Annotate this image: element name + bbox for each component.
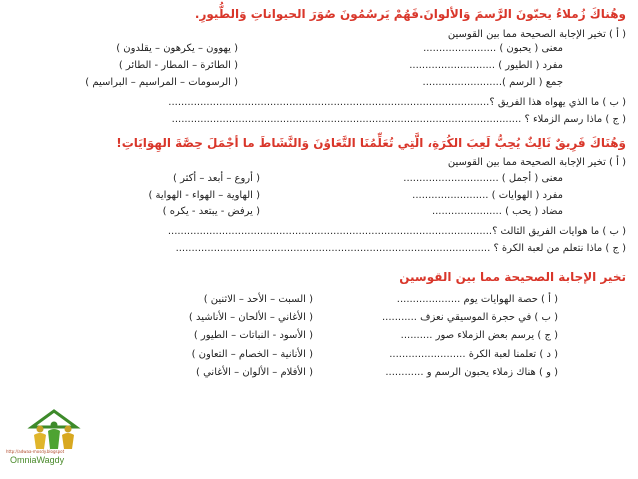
section1-options-2: ( الطائرة – المطار - الطائر ) (118, 60, 238, 71)
section1-title: وهُناكَ زُملاءُ يحبّونَ الرَّسمَ وَالألوانَ.فَهُمْ يَرسُمُونَ صُوَرَ الحيواناتِ وَالطُّيورِ. (194, 7, 626, 21)
section2-title: وَهُنَاكَ فَرِيقٌ ثَالِثٌ يُحِبُّ لَعِبَ الكُرَةِ، الَّتِي تُعَلِّمُنَا التَّعَاوُنَ وَالنَّشَاطَ ما أجْمَلَ حِصَّةَ الهِوَايَاتِ! (116, 136, 626, 150)
section2-question-2: مفرد ( الهوايات ) ........................ (412, 190, 563, 201)
section3-question-2: ( ب ) في حجرة الموسيقي نعزف ........... (382, 312, 558, 323)
section1-options-3: ( الرسومات – المراسيم – البراسيم ) (85, 77, 238, 88)
section3-options-5: ( الأفلام – الألوان – الأغاني ) (196, 367, 313, 378)
section3-title: تخير الإجابة الصحيحة مما بين القوسين (399, 270, 626, 284)
section2-options-2: ( الهاوية – الهواء - الهواية ) (148, 190, 260, 201)
section2-question-1: معنى ( أجمل ) .............................. (403, 173, 563, 184)
section3-options-4: ( الأنانية – الخصام – التعاون ) (191, 349, 313, 360)
section3-question-3: ( ج ) يرسم بعض الزملاء صور .......... (400, 330, 558, 341)
section2-question-3: مضاد ( يحب ) ...................... (431, 206, 563, 217)
logo-url: http://adwaa-mosdy.blogspot (6, 449, 65, 454)
section1-instruction: ( أ ) تخير الإجابة الصحيحة مما بين القوسين (447, 29, 626, 40)
section3-question-5: ( و ) هناك زملاء يحبون الرسم و ............ (385, 367, 558, 378)
section3-options-2: ( الأغاني – الألحان – الأناشيد ) (188, 312, 313, 323)
section1-question-2: مفرد ( الطيور ) ........................... (409, 60, 563, 71)
section1-question-b: ( ب ) ما الذي يهواه هذا الفريق ؟..................................................................................................... (168, 97, 626, 108)
section1-question-3: جمع ( الرسم )......................... (422, 77, 563, 88)
section2-options-1: ( أروع – أبعد – أكثر ) (173, 173, 260, 184)
section2-instruction: ( أ ) تخير الإجابة الصحيحة مما بين القوسين (447, 157, 626, 168)
section3-question-1: ( أ ) حصة الهوايات يوم .................... (396, 294, 558, 305)
section3-question-4: ( د ) تعلمنا لعبة الكرة ........................ (389, 349, 558, 360)
section2-question-b: ( ب ) ما هوايات الفريق الثالث ؟...................................................................................................... (167, 226, 626, 237)
section1-question-1: معنى ( يحبون ) ....................... (423, 43, 563, 54)
section2-question-c: ( ج ) ماذا نتعلم من لعبة الكرة ؟ ................................................................................................... (175, 243, 626, 254)
section3-options-1: ( السبت – الأحد – الاثنين ) (203, 294, 313, 305)
logo-brand-name: OmniaWagdy (10, 455, 65, 465)
section3-options-3: ( الأسود - النباتات – الطيور ) (193, 330, 313, 341)
section1-question-c: ( ج ) ماذا رسم الزملاء ؟ .............................................................................................................. (171, 114, 626, 125)
logo-figures-icon (14, 405, 94, 455)
section1-options-1: ( يهوون – يكرهون – يقلدون ) (116, 43, 238, 54)
section2-options-3: ( يرفض - يبتعد - يكره ) (162, 206, 260, 217)
